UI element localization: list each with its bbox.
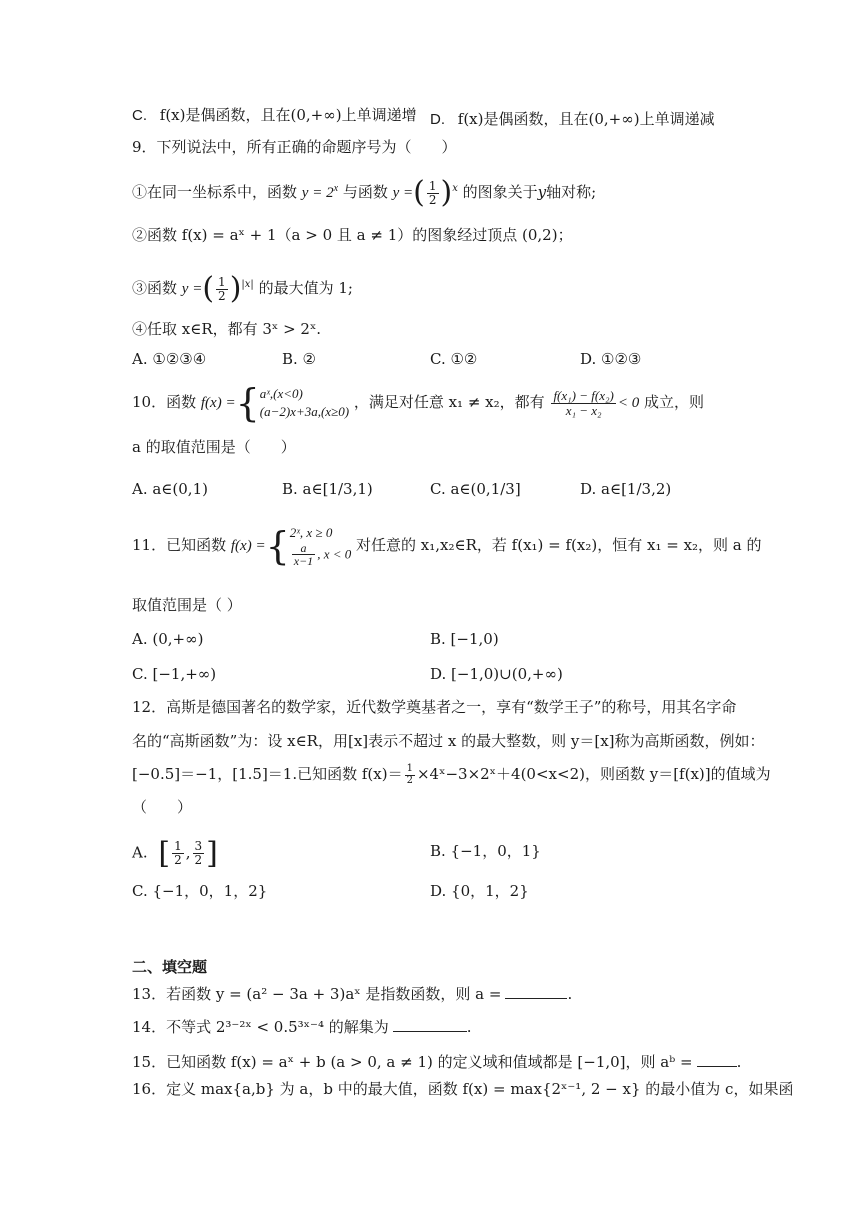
q12-option-c: C. {−1，0，1，2}	[132, 882, 268, 900]
q16: 16．定义 max{a,b} 为 a，b 中的最大值，函数 f(x) = max{2ˣ⁻¹, 2 − x} 的最小值为 c，如果函	[132, 1080, 794, 1098]
q13: 13．若函数 y = (a² − 3a + 3)aˣ 是指数函数，则 a = .	[132, 985, 573, 1003]
q15: 15．已知函数 f(x) = aˣ + b (a > 0, a ≠ 1) 的定义域和值域都是 [−1,0]，则 aᵇ = .	[132, 1053, 742, 1071]
q10-option-a: A. a∈(0,1)	[132, 480, 208, 498]
q9-option-a: A. ①②③④	[132, 350, 207, 368]
q10-option-d: D. a∈[1/3,2)	[580, 480, 672, 498]
q10-option-b: B. a∈[1/3,1)	[282, 480, 373, 498]
q10-option-c: C. a∈(0,1/3]	[430, 480, 521, 498]
q10-line2: a 的取值范围是（ ）	[132, 438, 296, 456]
q11-option-c: C. [−1,+∞)	[132, 665, 217, 683]
q11-option-d: D. [−1,0)∪(0,+∞)	[430, 665, 563, 683]
q9-option-d: D. ①②③	[580, 350, 642, 368]
q9-statement-3: ③函数 y =( $\frac{1}{2}$ )$^{|x|}$ 的最大值为 1;	[132, 271, 353, 306]
q14: 14．不等式 2³⁻²ˣ < 0.5³ˣ⁻⁴ 的解集为 .	[132, 1018, 472, 1036]
section-title: 二、填空题	[132, 959, 208, 976]
q9-statement-4: ④任取 x∈R，都有 3ˣ > 2ˣ.	[132, 320, 322, 338]
q11-stem: 11．已知函数 f(x) ={ 2ˣ, x ≥ 0 $\frac{a}{x-1}$ , x < 0 对任意的 x₁,x₂∈R，若 f(x₁) = f(x₂)，恒有 x₁ = x₂，则 a 的	[132, 523, 762, 569]
q9-option-c: C. ①②	[430, 350, 478, 368]
q9-statement-1: ①在同一坐标系中，函数 $y = 2^x$ 与函数 y =( $\frac{1}{2}$ )$^x$ 的图象关于y轴对称;	[132, 175, 597, 210]
q12-line2: 名的“高斯函数”为：设 x∈R，用[x]表示不超过 x 的最大整数，则 y＝[x]称为高斯函数，例如：	[132, 732, 765, 750]
q11-line2: 取值范围是（ ）	[132, 596, 242, 614]
q12-option-d: D. {0，1，2}	[430, 882, 529, 900]
q9-statement-2: ②函数 f(x) = aˣ + 1（a > 0 且 a ≠ 1）的图象经过顶点 (0,2)；	[132, 226, 573, 244]
q10-stem: 10．函数 f(x) ={ aˣ,(x<0) (a−2)x+3a,(x≥0) ，满足对任意 x₁ ≠ x₂，都有 $\frac{\text{f(x₁) − f(x₂)}}{\text{x₁ − x₂}}$ < 0 成立，则	[132, 381, 705, 425]
q8-option-c: C. f(x)是偶函数，且在(0,+∞)上单调递增	[132, 106, 417, 124]
q12-line4: （ ）	[132, 798, 193, 816]
q12-line1: 12．高斯是德国著名的数学家，近代数学奠基者之一，享有“数学王子”的称号，用其名字命	[132, 698, 737, 716]
q12-option-a: A. [ $\frac{1}{2}$ , $\frac{3}{2}$ ]	[132, 836, 218, 871]
q8-option-d: D. f(x)是偶函数，且在(0,+∞)上单调递减	[430, 110, 715, 128]
q9-stem: 9．下列说法中，所有正确的命题序号为（ ）	[132, 138, 457, 156]
q12-line3: [−0.5]＝−1，[1.5]＝1.已知函数 f(x)＝ $\frac{1}{2}$ ×4ˣ−3×2ˣ＋4(0<x<2)，则函数 y＝[f(x)]的值域为	[132, 763, 771, 786]
q11-option-a: A. (0,+∞)	[132, 630, 204, 648]
q12-option-b: B. {−1，0，1}	[430, 842, 541, 860]
q11-option-b: B. [−1,0)	[430, 630, 499, 648]
q9-option-b: B. ②	[282, 350, 317, 368]
